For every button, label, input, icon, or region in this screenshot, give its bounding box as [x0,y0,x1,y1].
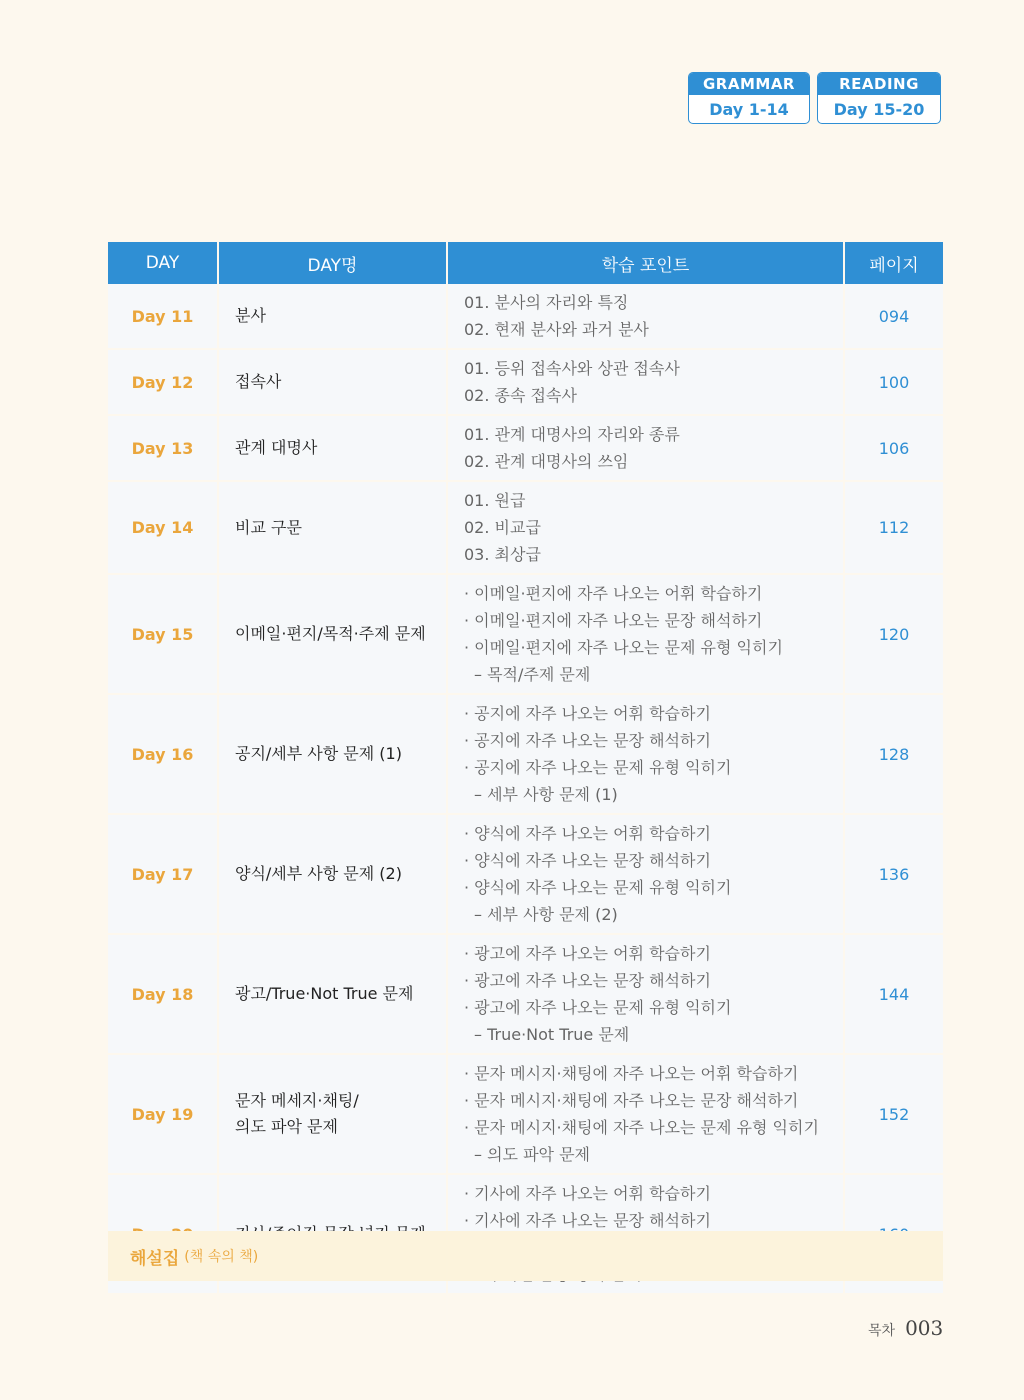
page-number: 003 [905,1316,944,1340]
study-points-cell [447,481,844,574]
study-point: 01. 등위 접속사와 상관 접속사 [464,359,680,378]
day-name-cell [218,694,447,814]
page-cell: 106 [844,415,943,481]
day-name-line: 분사 [235,306,266,325]
day-cell: Day 19 [108,1054,218,1174]
table-row [108,415,943,481]
day-cell: Day 11 [108,284,218,349]
reading-tab [817,72,941,124]
study-points-cell [447,934,844,1054]
study-point: · 공지에 자주 나오는 문장 해석하기 [464,731,711,750]
study-point: – 세부 사항 문제 (1) [474,785,618,804]
study-point: · 공지에 자주 나오는 문제 유형 익히기 [464,758,732,777]
study-points-cell [447,284,844,349]
table-body [108,284,943,1294]
day-cell: Day 18 [108,934,218,1054]
table-row [108,934,943,1054]
day-name-line: 관계 대명사 [235,438,318,457]
table-row [108,694,943,814]
header-study-points: 학습 포인트 [447,242,844,284]
header-day: DAY [108,242,218,284]
page-cell: 094 [844,284,943,349]
grammar-tab-label: GRAMMAR [689,73,809,95]
day-cell: Day 15 [108,574,218,694]
study-point: · 이메일·편지에 자주 나오는 문장 해석하기 [464,611,763,630]
header-page: 페이지 [844,242,943,284]
day-cell: Day 17 [108,814,218,934]
day-name-cell [218,415,447,481]
day-name-cell [218,481,447,574]
study-points-cell [447,814,844,934]
header-day-name: DAY명 [218,242,447,284]
day-name-cell [218,1054,447,1174]
study-point: – True·Not True 문제 [474,1025,630,1044]
day-name-line: 비교 구문 [235,517,302,537]
table-row [108,349,943,415]
reading-tab-label: READING [818,73,940,95]
study-point: · 문자 메시지·채팅에 자주 나오는 문제 유형 익히기 [464,1118,819,1137]
day-name-line: 공지/세부 사항 문제 (1) [235,744,402,763]
table-row [108,814,943,934]
study-point: · 문자 메시지·채팅에 자주 나오는 문장 해석하기 [464,1091,799,1110]
page-cell: 144 [844,934,943,1054]
day-name-line: 양식/세부 사항 문제 (2) [235,864,402,883]
section-tabs [688,72,941,124]
answer-key-bar [108,1231,943,1281]
page-footer [868,1316,943,1340]
study-point: · 기사에 자주 나오는 문장 해석하기 [464,1211,711,1230]
answer-key-title: 해설집 [130,1248,180,1269]
day-name-cell [218,574,447,694]
study-point: 01. 분사의 자리와 특징 [464,293,629,312]
study-point: · 광고에 자주 나오는 문제 유형 익히기 [464,998,732,1017]
study-points-cell [447,415,844,481]
study-point: 02. 비교급 [464,518,541,537]
page-cell: 100 [844,349,943,415]
day-name-line: 광고/True·Not True 문제 [235,984,414,1003]
study-point: – 목적/주제 문제 [474,665,591,684]
study-point: 01. 관계 대명사의 자리와 종류 [464,425,680,444]
study-point: · 문자 메시지·채팅에 자주 나오는 어휘 학습하기 [464,1064,799,1083]
study-point: · 공지에 자주 나오는 어휘 학습하기 [464,704,711,723]
table-of-contents [108,242,943,1295]
day-name-cell [218,349,447,415]
study-point: – 세부 사항 문제 (2) [474,905,618,924]
study-point: · 광고에 자주 나오는 문장 해석하기 [464,971,711,990]
day-cell: Day 16 [108,694,218,814]
study-points-cell [447,574,844,694]
study-point: · 양식에 자주 나오는 문장 해석하기 [464,851,711,870]
footer-label: 목차 [868,1323,896,1339]
page-cell: 128 [844,694,943,814]
day-name-cell [218,284,447,349]
study-point: 03. 최상급 [464,545,541,564]
study-points-cell [447,694,844,814]
page-cell: 136 [844,814,943,934]
day-name-line: 이메일·편지/목적·주제 문제 [235,624,426,643]
table-row [108,481,943,574]
day-cell: Day 14 [108,481,218,574]
grammar-tab [688,72,810,124]
day-name-line: 의도 파악 문제 [235,1117,338,1136]
study-point: 02. 관계 대명사의 쓰임 [464,452,629,471]
day-name-cell [218,814,447,934]
day-name-cell [218,934,447,1054]
page-cell: 112 [844,481,943,574]
day-cell: Day 13 [108,415,218,481]
study-point: · 광고에 자주 나오는 어휘 학습하기 [464,944,711,963]
answer-key-subtitle: (책 속의 책) [184,1249,259,1265]
page-cell: 152 [844,1054,943,1174]
table-row [108,1054,943,1174]
study-points-cell [447,349,844,415]
reading-tab-range: Day 15-20 [833,99,925,119]
study-point: 01. 원급 [464,491,526,510]
study-point: · 이메일·편지에 자주 나오는 문제 유형 익히기 [464,638,783,657]
study-point: · 기사에 자주 나오는 어휘 학습하기 [464,1184,711,1203]
grammar-tab-range: Day 1-14 [709,99,789,119]
day-name-line: 접속사 [235,372,282,391]
study-point: · 이메일·편지에 자주 나오는 어휘 학습하기 [464,584,763,603]
study-point: · 양식에 자주 나오는 문제 유형 익히기 [464,878,732,897]
page-cell: 120 [844,574,943,694]
study-points-cell [447,1054,844,1174]
table-row [108,574,943,694]
table-header-row [108,242,943,284]
day-name-line: 문자 메세지·채팅/ [235,1091,359,1110]
table-row [108,284,943,349]
study-point: 02. 종속 접속사 [464,386,577,405]
study-point: · 양식에 자주 나오는 어휘 학습하기 [464,824,711,843]
study-point: – 의도 파악 문제 [474,1145,590,1164]
day-cell: Day 12 [108,349,218,415]
study-point: 02. 현재 분사와 과거 분사 [464,320,649,339]
